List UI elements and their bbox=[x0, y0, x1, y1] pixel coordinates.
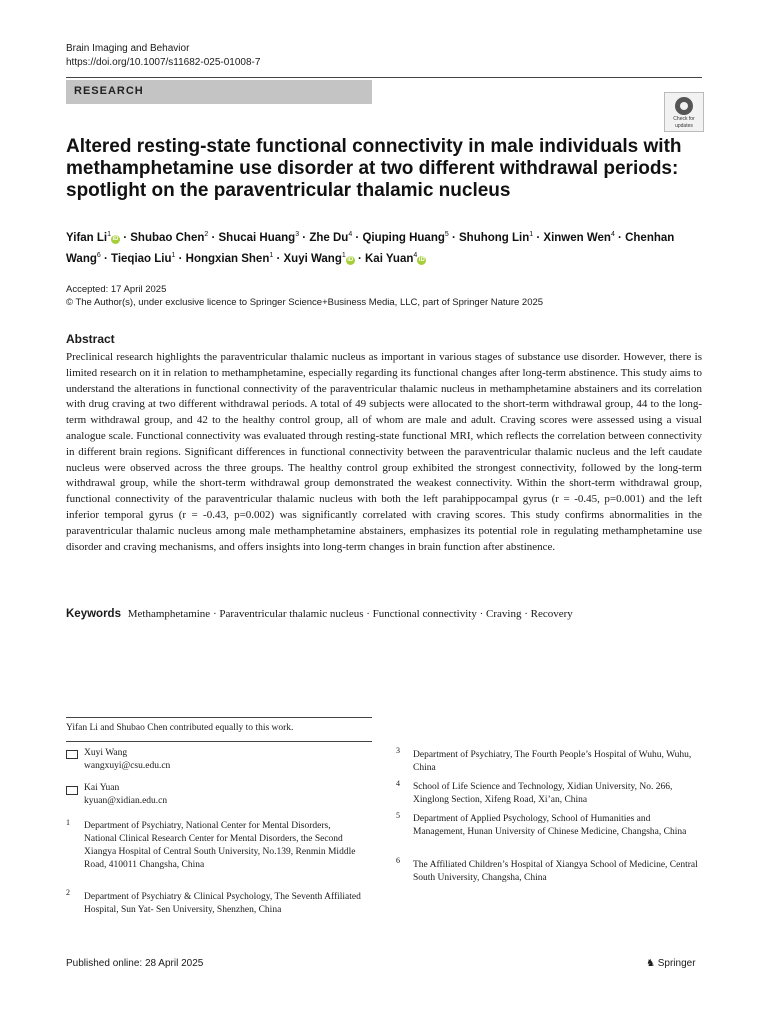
check-for-updates-badge[interactable] bbox=[664, 92, 704, 132]
accepted-date: Accepted: 17 April 2025 bbox=[66, 284, 167, 295]
author-separator: · bbox=[273, 252, 284, 265]
affiliation-2: Department of Psychiatry & Clinical Psychology, The Seventh Affiliated Hospital, Sun Yat- Sen University, Shenzhen, China bbox=[84, 892, 361, 915]
author-affiliation-sup: 1 bbox=[171, 251, 176, 259]
correspondence-rule bbox=[66, 741, 372, 742]
orcid-icon[interactable]: iD bbox=[347, 256, 354, 263]
envelope-icon bbox=[66, 750, 78, 759]
author-name: Xuyi Wang bbox=[283, 252, 342, 265]
author[interactable] bbox=[309, 232, 352, 244]
author[interactable] bbox=[186, 253, 274, 265]
abstract-heading: Abstract bbox=[66, 332, 115, 346]
author-name: Yifan Li bbox=[66, 231, 108, 244]
corr-name: Kai Yuan bbox=[84, 783, 120, 793]
author-affiliation-sup: 1 bbox=[529, 231, 534, 238]
author[interactable] bbox=[365, 253, 426, 265]
corr-email[interactable]: wangxuyi@csu.edu.cn bbox=[84, 761, 171, 771]
affiliation-number: 1 bbox=[66, 818, 70, 827]
envelope-icon bbox=[66, 786, 78, 795]
author-separator: · bbox=[354, 252, 365, 265]
affiliation-number: 2 bbox=[66, 888, 70, 897]
author-affiliation-sup: 4 bbox=[610, 231, 615, 238]
corr-name: Xuyi Wang bbox=[84, 748, 128, 758]
published-date: Published online: 28 April 2025 bbox=[66, 958, 204, 969]
author[interactable] bbox=[284, 253, 355, 265]
author-separator: · bbox=[175, 252, 186, 265]
author[interactable] bbox=[362, 232, 448, 244]
affiliation-number: 6 bbox=[396, 856, 400, 865]
author-name: Kai Yuan bbox=[365, 252, 414, 265]
section-label: RESEARCH bbox=[74, 85, 144, 97]
article-title: Altered resting-state functional connectivity in male individuals with methamphetamine use disorder at two different withdrawal periods: spotlight on the paraventricular thalamic nucleus bbox=[66, 136, 682, 201]
author-separator: · bbox=[533, 231, 544, 244]
doi-link[interactable]: https://doi.org/10.1007/s11682-025-01008-7 bbox=[66, 57, 261, 68]
author-affiliation-sup: 2 bbox=[204, 231, 209, 238]
journal-name: Brain Imaging and Behavior bbox=[66, 43, 190, 54]
author-affiliation-sup: 5 bbox=[444, 231, 449, 238]
section-label-bar bbox=[66, 80, 372, 104]
corr-email[interactable]: kyuan@xidian.edu.cn bbox=[84, 796, 168, 806]
copyright-notice: © The Author(s), under exclusive licence to Springer Science+Business Media, LLC, part of Springer Nature 2025 bbox=[66, 297, 544, 308]
abstract-text: Preclinical research highlights the paraventricular thalamic nucleus as important in various stages of substance use disorder. However, there is limited research on it in relation to methamphetamine, especially regarding its functional changes after long-term abstinence. This study aims to understand the alterations in functional connectivity of the paraventricular thalamic nucleus in methamphetamine abstainers and its correlation with drug craving at two different withdrawal periods. A total of 49 subjects were allocated to the short-term withdrawal group, 44 to the long-term withdrawal group, and 42 to the healthy control group, all of whom are male and adult. Craving scores were assessed using a visual analogue scale. Functional connectivity was evaluated through resting-state functional MRI, which reflects the correlation between connectivity in different brain regions. Significant differences in functional connectivity between the paraventricular thalamic nucleus and the left caudate nucleus were observed across the three groups. The healthy control group exhibited the strongest connectivity, followed by the long-term withdrawal group, while the short-term withdrawal group demonstrated the weakest connectivity. Within the short-term withdrawal group, functional connectivity of the paraventricular thalamic nucleus with both the left parahippocampal gyrus (r = -0.45, p=0.001) and the left inferior temporal gyrus (r = -0.43, p=0.002) was significantly correlated with craving scores. This study confirms abnormalities in the paraventricular thalamic nucleus among male methamphetamine abstainers, emphasizes its potential role in regulating methamphetamine use disorder and craving mechanisms, and offers insights into long-term changes in brain function after abstinence. bbox=[66, 351, 702, 553]
affiliation-1: Department of Psychiatry, National Center for Mental Disorders, National Clinical Research Center for Mental Disorders, the Second Xiangya Hospital of Central South University, No.139, Renmin Middle Road, 410011 Changsha, China bbox=[84, 821, 356, 870]
affiliation-6: The Affiliated Children’s Hospital of Xiangya School of Medicine, Central South University, Changsha, China bbox=[413, 860, 698, 883]
affiliation-3: Department of Psychiatry, The Fourth People’s Hospital of Wuhu, Wuhu, China bbox=[413, 750, 692, 773]
affiliation-4: School of Life Science and Technology, Xidian University, No. 266, Xinglong Section, Xifeng Road, Xi’an, China bbox=[413, 782, 673, 805]
author-separator: · bbox=[120, 231, 131, 244]
badge-text-2: updates bbox=[675, 123, 693, 129]
check-updates-icon bbox=[675, 97, 693, 115]
author-separator: · bbox=[299, 231, 310, 244]
author[interactable] bbox=[459, 232, 533, 244]
affiliation-5: Department of Applied Psychology, School of Humanities and Management, Hunan University of Chinese Medicine, Changsha, China bbox=[413, 814, 687, 837]
author-separator: · bbox=[448, 231, 460, 244]
author[interactable] bbox=[66, 232, 120, 244]
author[interactable] bbox=[111, 253, 175, 265]
author-name: Tieqiao Liu bbox=[111, 252, 172, 265]
author-affiliation-sup: 1 bbox=[341, 251, 346, 259]
author-separator: · bbox=[208, 231, 219, 244]
keywords-label: Keywords bbox=[66, 608, 121, 620]
author-name: Qiuping Huang bbox=[362, 231, 445, 244]
accepted-block bbox=[66, 283, 543, 309]
orcid-icon[interactable]: iD bbox=[418, 256, 425, 263]
publisher-name: Springer bbox=[657, 958, 696, 969]
badge-text-1: Check for bbox=[673, 116, 695, 122]
author-separator: · bbox=[100, 252, 112, 265]
equal-contribution-note: Yifan Li and Shubao Chen contributed equally to this work. bbox=[66, 723, 294, 733]
affiliation-number: 5 bbox=[396, 811, 400, 820]
author-name: Hongxian Shen bbox=[185, 252, 270, 265]
author-name: Zhe Du bbox=[309, 231, 349, 244]
author-affiliation-sup: 1 bbox=[107, 231, 112, 238]
author[interactable] bbox=[219, 232, 300, 244]
author-affiliation-sup: 6 bbox=[96, 251, 101, 259]
author-name: Shucai Huang bbox=[218, 231, 296, 244]
author-affiliation-sup: 4 bbox=[413, 251, 418, 259]
author[interactable] bbox=[130, 232, 208, 244]
author-affiliation-sup: 3 bbox=[295, 231, 300, 238]
author-name: Xinwen Wen bbox=[543, 231, 611, 244]
horse-icon: ♞ bbox=[646, 958, 655, 969]
author-affiliation-sup: 4 bbox=[348, 231, 353, 238]
affiliation-number: 3 bbox=[396, 746, 400, 755]
author-name: Chenhan Wang bbox=[66, 231, 675, 265]
author-separator: · bbox=[614, 231, 626, 244]
correspondence-2 bbox=[84, 782, 364, 808]
author-list bbox=[66, 226, 706, 268]
keywords-list: Methamphetamine · Paraventricular thalamic nucleus · Functional connectivity · Craving · Recovery bbox=[127, 608, 573, 620]
keywords bbox=[66, 607, 706, 622]
publisher-logo bbox=[646, 958, 696, 969]
header-rule bbox=[66, 77, 702, 78]
author[interactable] bbox=[543, 232, 614, 244]
orcid-icon[interactable]: iD bbox=[112, 235, 119, 242]
author-affiliation-sup: 1 bbox=[269, 251, 274, 259]
author-name: Shubao Chen bbox=[130, 231, 205, 244]
footnote-rule bbox=[66, 717, 372, 718]
affiliation-number: 4 bbox=[396, 779, 400, 788]
author-name: Shuhong Lin bbox=[459, 231, 530, 244]
author-separator: · bbox=[352, 231, 363, 244]
correspondence-1 bbox=[84, 747, 364, 773]
journal-header bbox=[66, 42, 260, 70]
